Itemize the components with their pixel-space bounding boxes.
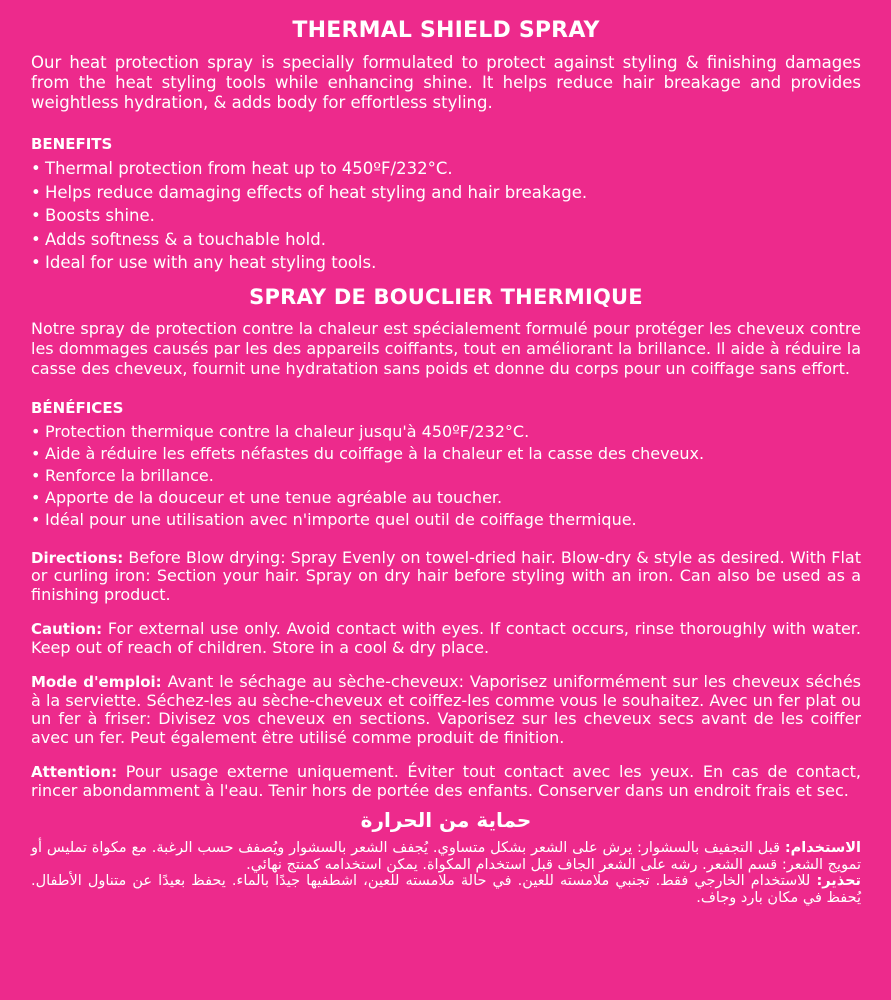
list-item: • Protection thermique contre la chaleur jusqu'à 450ºF/232°C. [31,421,530,441]
english-caution [31,620,861,657]
caution-text: For external use only. Avoid contact with eyes. If contact occurs, rinse thoroughly with water. Keep out of reach of children. Store in a cool & dry place. [31,619,861,657]
arabic-warning-label: تحذير: [816,873,861,889]
arabic-usage [31,840,861,873]
bullet-icon: • [31,487,41,507]
list-item: • Thermal protection from heat up to 450ºF/232°C. [31,157,861,181]
mode-text: Avant le séchage au sèche-cheveux: Vaporisez uniformément sur les cheveux séchés à la serviette. Séchez-les au sèche-cheveux et coiffez-les comme vous le souhaitez. Avec un fer plat ou un fer à friser: Divisez vos cheveux en sections. Vaporisez sur les cheveux secs avant de les coiffer avec un fer. Peut également être utilisé comme produit de finition. [31,672,862,747]
english-benefits-list [31,157,861,275]
list-item: • Aide à réduire les effets néfastes du coiffage à la chaleur et la casse des cheveux. [31,443,705,463]
french-benefits-list [31,421,861,531]
bullet-icon: • [31,159,41,178]
english-benefits-heading: BENEFITS [31,135,113,153]
list-item: • Renforce la brillance. [31,465,214,485]
list-item: • Ideal for use with any heat styling tools. [31,251,861,275]
arabic-warning [31,873,861,906]
bullet-icon: • [31,421,41,441]
bullet-icon: • [31,253,41,272]
arabic-instructions [31,840,861,906]
bullet-icon: • [31,229,41,249]
french-intro: Notre spray de protection contre la chaleur est spécialement formulé pour protéger les cheveux contre les dommages causés par les des appareils coiffants, tout en améliorant la brillance. Il aide à réduire la casse des cheveux, fournit une hydratation sans poids et donne du corps pour un coiffage sans effort. [31,318,861,378]
bullet-icon: • [31,182,41,202]
english-intro: Our heat protection spray is specially formulated to protect against styling & finishing damages from the heat styling tools while enhancing shine. It helps reduce hair breakage and provides weightless hydration, & adds body for effortless styling. [31,53,861,112]
directions-text: Before Blow drying: Spray Evenly on towel-dried hair. Blow-dry & style as desired. With Flat or curling iron: Section your hair. Spray on dry hair before styling with an iron. Can also be used as a finishing product. [31,547,861,604]
list-item: • Adds softness & a touchable hold. [31,228,861,252]
french-attention [31,763,861,800]
english-title: THERMAL SHIELD SPRAY [292,18,600,43]
bullet-icon: • [31,509,41,529]
french-title: SPRAY DE BOUCLIER THERMIQUE [249,284,643,309]
attention-label: Attention: [31,763,118,781]
bullet-icon: • [31,465,41,485]
list-item: • Helps reduce damaging effects of heat styling and hair breakage. [31,181,861,205]
arabic-usage-label: الاستخدام: [784,840,861,856]
arabic-title: حماية من الحرارة [360,808,532,832]
french-benefits-heading: BÉNÉFICES [31,398,124,417]
list-item: • Apporte de la douceur et une tenue agréable au toucher. [31,487,503,507]
english-directions [31,549,861,605]
arabic-warning-text: للاستخدام الخارجي فقط. تجنبي ملامسته للعين. في حالة ملامسته للعين، اشطفيها جيدًا بالماء. يحفظ بعيدًا عن متناول الأطفال. يُحفظ في مكان بارد وجاف. [31,873,861,906]
mode-label: Mode d'emploi: [31,673,162,691]
french-mode-emploi [31,673,861,747]
attention-text: Pour usage externe uniquement. Éviter tout contact avec les yeux. En cas de contact, rincer abondamment à l'eau. Tenir hors de portée des enfants. Conserver dans un endroit frais et sec. [31,762,861,800]
caution-label: Caution: [31,620,103,638]
list-item: • Idéal pour une utilisation avec n'importe quel outil de coiffage thermique. [31,509,637,529]
directions-label: Directions: [31,548,124,567]
bullet-icon: • [31,443,41,463]
bullet-icon: • [31,206,41,225]
arabic-usage-text: قبل التجفيف بالسشوار: يرش على الشعر بشكل متساوي. يُجفف الشعر بالسشوار ويُصفف حسب الرغبة. مع مكواة تمليس أو تمويج الشعر: قسم الشعر. رشه على الشعر الجاف قبل استخدام المكواة. يمكن استخدامه كمنتج نهائي. [31,840,861,873]
list-item: • Boosts shine. [31,204,861,228]
